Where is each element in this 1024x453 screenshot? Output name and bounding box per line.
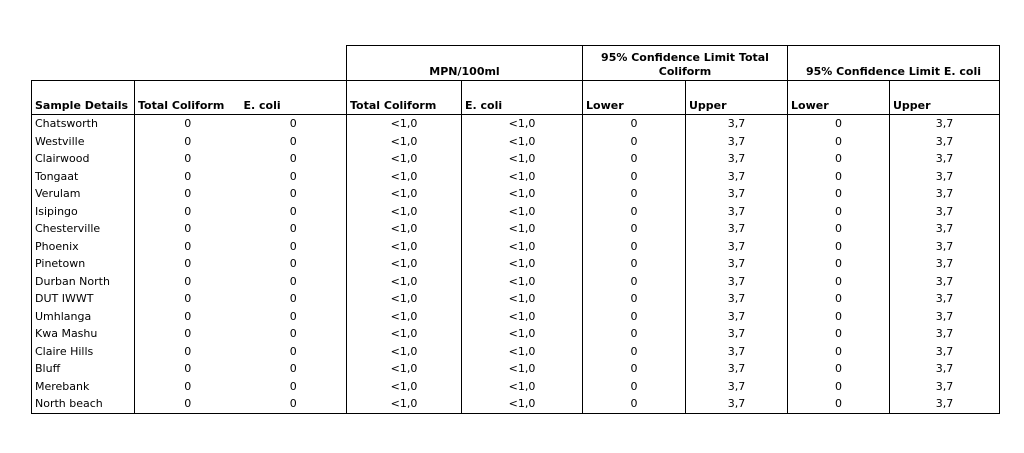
ci-ecoli-lower-cell: 0	[788, 308, 890, 326]
mpn-total-coliform-cell: <1,0	[347, 343, 462, 361]
site-cell: Chatsworth	[32, 115, 135, 133]
ci-ecoli-upper-cell: 3,7	[890, 150, 1000, 168]
results-table	[31, 45, 1000, 414]
ecoli-cell: 0	[289, 204, 297, 218]
total-coliform-cell: 0	[135, 343, 241, 361]
ci-total-upper-cell: 3,7	[686, 378, 788, 396]
site-cell: Clairwood	[32, 150, 135, 168]
mpn-total-coliform-cell: <1,0	[347, 290, 462, 308]
results-table-wrapper	[31, 45, 1000, 414]
table-body	[32, 115, 1000, 414]
ci-ecoli-lower-cell: 0	[788, 378, 890, 396]
ci-total-upper-cell: 3,7	[686, 360, 788, 378]
ci-total-lower-cell: 0	[583, 343, 686, 361]
column-header: Sample Details	[32, 81, 135, 115]
ecoli-cell: 0	[289, 344, 297, 358]
table-row	[32, 255, 1000, 273]
table-row	[32, 290, 1000, 308]
mpn-ecoli-cell: <1,0	[462, 133, 583, 151]
mpn-total-coliform-cell: <1,0	[347, 325, 462, 343]
ci-ecoli-upper-cell: 3,7	[890, 395, 1000, 413]
ci-ecoli-lower-cell: 0	[788, 273, 890, 291]
total-coliform-cell: 0	[135, 255, 241, 273]
ci-total-upper-cell: 3,7	[686, 395, 788, 413]
mpn-total-coliform-cell: <1,0	[347, 203, 462, 221]
ecoli-cell: 0	[289, 134, 297, 148]
mpn-ecoli-cell: <1,0	[462, 378, 583, 396]
column-header: Lower	[583, 81, 686, 115]
ci-ecoli-upper-cell: 3,7	[890, 133, 1000, 151]
ci-total-upper-cell: 3,7	[686, 308, 788, 326]
mpn-ecoli-cell: <1,0	[462, 168, 583, 186]
ecoli-cell: 0	[289, 187, 297, 200]
column-header: Total Coliform	[135, 81, 241, 115]
ci-ecoli-lower-cell: 0	[788, 185, 890, 203]
ci-total-lower-cell: 0	[583, 185, 686, 203]
ci-ecoli-lower-cell: 0	[788, 150, 890, 168]
mpn-total-coliform-cell: <1,0	[347, 185, 462, 203]
ci-ecoli-lower-cell: 0	[788, 238, 890, 256]
mpn-ecoli-cell: <1,0	[462, 290, 583, 308]
ci-total-upper-cell: 3,7	[686, 255, 788, 273]
ci-ecoli-upper-cell: 3,7	[890, 220, 1000, 238]
ecoli-cell: 0	[289, 327, 297, 340]
mpn-total-coliform-cell: <1,0	[347, 150, 462, 168]
ci-total-upper-cell: 3,7	[686, 168, 788, 186]
ci-ecoli-upper-cell: 3,7	[890, 360, 1000, 378]
total-coliform-cell: 0	[135, 290, 241, 308]
column-header: E. coli	[241, 81, 347, 115]
ci-ecoli-lower-cell: 0	[788, 220, 890, 238]
table-row	[32, 185, 1000, 203]
ci-total-lower-cell: 0	[583, 115, 686, 133]
table-row	[32, 343, 1000, 361]
ci-total-upper-cell: 3,7	[686, 115, 788, 133]
ci-ecoli-upper-cell: 3,7	[890, 273, 1000, 291]
mpn-group-header: MPN/100ml	[347, 46, 583, 81]
mpn-ecoli-cell: <1,0	[462, 115, 583, 133]
ci-total-lower-cell: 0	[583, 378, 686, 396]
table-row	[32, 203, 1000, 221]
total-coliform-cell: 0	[135, 150, 241, 168]
mpn-ecoli-cell: <1,0	[462, 255, 583, 273]
total-coliform-cell: 0	[135, 185, 241, 203]
ci-total-lower-cell: 0	[583, 203, 686, 221]
site-cell: Claire Hills	[32, 343, 135, 361]
ecoli-cell: 0	[289, 309, 297, 323]
site-cell: Pinetown	[32, 255, 135, 273]
total-coliform-cell: 0	[135, 395, 241, 413]
ci-total-lower-cell: 0	[583, 220, 686, 238]
ecoli-cell: 0	[289, 274, 297, 288]
site-cell: Phoenix	[32, 238, 135, 256]
ci-ecoli-lower-cell: 0	[788, 290, 890, 308]
ci-total-lower-cell: 0	[583, 325, 686, 343]
ci-total-upper-cell: 3,7	[686, 273, 788, 291]
ci-total-lower-cell: 0	[583, 238, 686, 256]
column-header: Total Coliform	[347, 81, 462, 115]
total-coliform-cell: 0	[135, 273, 241, 291]
ci-total-lower-cell: 0	[583, 360, 686, 378]
site-cell: Merebank	[32, 378, 135, 396]
site-cell: Bluff	[32, 360, 135, 378]
ci-total-lower-cell: 0	[583, 273, 686, 291]
ci-ecoli-lower-cell: 0	[788, 360, 890, 378]
table-row	[32, 378, 1000, 396]
ci-total-upper-cell: 3,7	[686, 220, 788, 238]
mpn-ecoli-cell: <1,0	[462, 185, 583, 203]
column-header: Upper	[890, 81, 1000, 115]
ci-total-upper-cell: 3,7	[686, 325, 788, 343]
ci-total-coliform-group-header: 95% Confidence Limit Total Coliform	[583, 46, 788, 81]
mpn-total-coliform-cell: <1,0	[347, 273, 462, 291]
table-row	[32, 325, 1000, 343]
column-header: E. coli	[462, 81, 583, 115]
ecoli-cell: 0	[289, 169, 297, 183]
total-coliform-cell: 0	[135, 168, 241, 186]
ci-ecoli-upper-cell: 3,7	[890, 308, 1000, 326]
ci-total-upper-cell: 3,7	[686, 133, 788, 151]
site-cell: Umhlanga	[32, 308, 135, 326]
mpn-ecoli-cell: <1,0	[462, 238, 583, 256]
site-cell: Isipingo	[32, 203, 135, 221]
table-row	[32, 238, 1000, 256]
table-row	[32, 115, 1000, 133]
mpn-total-coliform-cell: <1,0	[347, 395, 462, 413]
ecoli-cell: 0	[289, 152, 297, 165]
table-row	[32, 395, 1000, 413]
site-cell: North beach	[32, 395, 135, 413]
site-cell: Tongaat	[32, 168, 135, 186]
site-cell: Westville	[32, 133, 135, 151]
total-coliform-cell: 0	[135, 378, 241, 396]
ci-total-lower-cell: 0	[583, 395, 686, 413]
total-coliform-cell: 0	[135, 308, 241, 326]
ci-total-upper-cell: 3,7	[686, 238, 788, 256]
ecoli-cell: 0	[289, 362, 297, 375]
mpn-ecoli-cell: <1,0	[462, 343, 583, 361]
mpn-total-coliform-cell: <1,0	[347, 133, 462, 151]
site-cell: Durban North	[32, 273, 135, 291]
mpn-total-coliform-cell: <1,0	[347, 378, 462, 396]
ci-ecoli-lower-cell: 0	[788, 395, 890, 413]
ci-ecoli-lower-cell: 0	[788, 325, 890, 343]
site-cell: Kwa Mashu	[32, 325, 135, 343]
site-cell: Verulam	[32, 185, 135, 203]
ecoli-cell: 0	[289, 257, 297, 270]
ecoli-cell: 0	[289, 222, 297, 235]
total-coliform-cell: 0	[135, 203, 241, 221]
table-row	[32, 220, 1000, 238]
ci-ecoli-upper-cell: 3,7	[890, 185, 1000, 203]
ci-ecoli-lower-cell: 0	[788, 255, 890, 273]
mpn-total-coliform-cell: <1,0	[347, 255, 462, 273]
ci-total-lower-cell: 0	[583, 133, 686, 151]
ci-ecoli-lower-cell: 0	[788, 133, 890, 151]
ecoli-cell: 0	[289, 379, 297, 393]
ci-total-upper-cell: 3,7	[686, 290, 788, 308]
ci-total-lower-cell: 0	[583, 255, 686, 273]
table-row	[32, 273, 1000, 291]
mpn-ecoli-cell: <1,0	[462, 360, 583, 378]
total-coliform-cell: 0	[135, 133, 241, 151]
ci-ecoli-upper-cell: 3,7	[890, 115, 1000, 133]
ci-total-lower-cell: 0	[583, 168, 686, 186]
table-row	[32, 168, 1000, 186]
mpn-ecoli-cell: <1,0	[462, 150, 583, 168]
mpn-total-coliform-cell: <1,0	[347, 220, 462, 238]
column-header-row	[32, 81, 1000, 115]
ci-total-lower-cell: 0	[583, 290, 686, 308]
mpn-total-coliform-cell: <1,0	[347, 168, 462, 186]
mpn-ecoli-cell: <1,0	[462, 220, 583, 238]
mpn-ecoli-cell: <1,0	[462, 325, 583, 343]
ci-ecoli-upper-cell: 3,7	[890, 203, 1000, 221]
ci-ecoli-lower-cell: 0	[788, 203, 890, 221]
group-header-row	[32, 46, 1000, 81]
ecoli-cell: 0	[289, 117, 297, 130]
table-row	[32, 150, 1000, 168]
site-cell: DUT IWWT	[32, 290, 135, 308]
ci-ecoli-upper-cell: 3,7	[890, 290, 1000, 308]
ci-ecoli-upper-cell: 3,7	[890, 325, 1000, 343]
ci-total-upper-cell: 3,7	[686, 150, 788, 168]
table-row	[32, 133, 1000, 151]
ci-ecoli-lower-cell: 0	[788, 168, 890, 186]
total-coliform-cell: 0	[135, 115, 241, 133]
ci-ecoli-lower-cell: 0	[788, 115, 890, 133]
mpn-total-coliform-cell: <1,0	[347, 360, 462, 378]
ci-ecoli-upper-cell: 3,7	[890, 343, 1000, 361]
ci-total-upper-cell: 3,7	[686, 203, 788, 221]
ecoli-cell: 0	[241, 395, 347, 413]
mpn-ecoli-cell: <1,0	[462, 273, 583, 291]
ci-ecoli-upper-cell: 3,7	[890, 168, 1000, 186]
ci-ecoli-upper-cell: 3,7	[890, 255, 1000, 273]
total-coliform-cell: 0	[135, 220, 241, 238]
ci-total-lower-cell: 0	[583, 150, 686, 168]
column-header: Upper	[686, 81, 788, 115]
mpn-total-coliform-cell: <1,0	[347, 115, 462, 133]
ci-ecoli-group-header: 95% Confidence Limit E. coli	[788, 46, 1000, 81]
mpn-ecoli-cell: <1,0	[462, 203, 583, 221]
ci-ecoli-upper-cell: 3,7	[890, 378, 1000, 396]
ecoli-cell: 0	[289, 292, 297, 305]
ci-total-lower-cell: 0	[583, 308, 686, 326]
table-row	[32, 308, 1000, 326]
mpn-total-coliform-cell: <1,0	[347, 308, 462, 326]
ci-total-upper-cell: 3,7	[686, 343, 788, 361]
ci-total-upper-cell: 3,7	[686, 185, 788, 203]
table-row	[32, 360, 1000, 378]
ci-ecoli-upper-cell: 3,7	[890, 238, 1000, 256]
total-coliform-cell: 0	[135, 325, 241, 343]
mpn-ecoli-cell: <1,0	[462, 395, 583, 413]
ecoli-cell: 0	[289, 239, 297, 253]
mpn-total-coliform-cell: <1,0	[347, 238, 462, 256]
column-header: Lower	[788, 81, 890, 115]
mpn-ecoli-cell: <1,0	[462, 308, 583, 326]
site-cell: Chesterville	[32, 220, 135, 238]
total-coliform-cell: 0	[135, 360, 241, 378]
empty-group-header	[32, 46, 347, 81]
ci-ecoli-lower-cell: 0	[788, 343, 890, 361]
total-coliform-cell: 0	[135, 238, 241, 256]
